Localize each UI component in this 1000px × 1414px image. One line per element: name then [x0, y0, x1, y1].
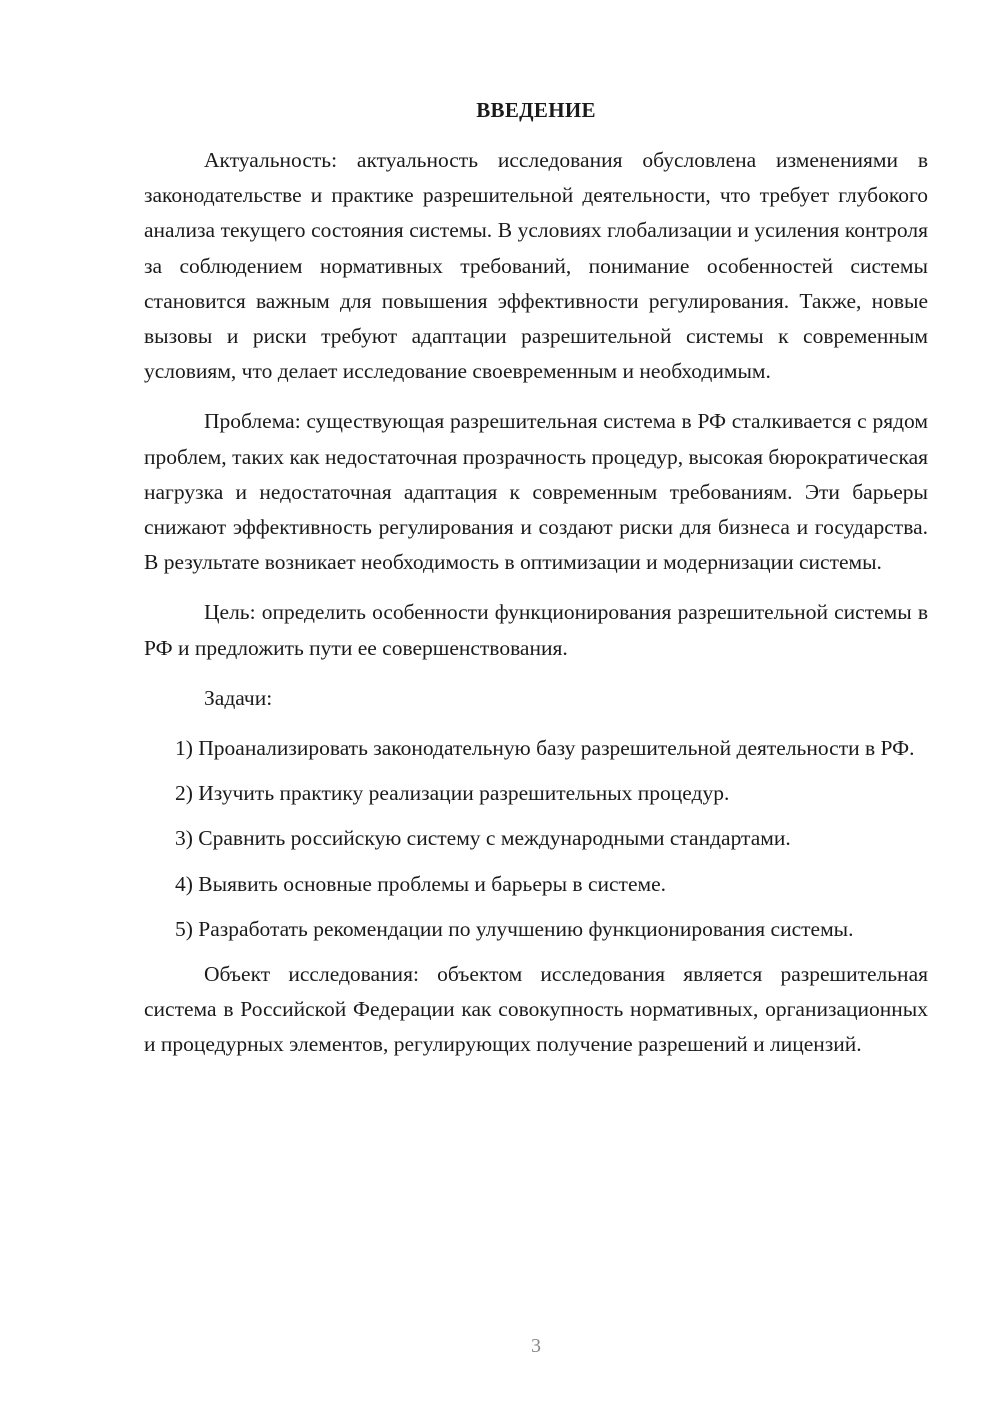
- problem-paragraph: Проблема: существующая разрешительная система в РФ сталкивается с рядом проблем, таких как недостаточная прозрачность процедур, высокая бюрократическая нагрузка и недостаточная адаптация к современным требованиям. Эти барьеры снижают эффективность регулирования и создают риски для бизнеса и государства. В результате возникает необходимость в оптимизации и модернизации системы.: [144, 409, 928, 575]
- relevance-paragraph: Актуальность: актуальность исследования обусловлена изменениями в законодательстве и практике разрешительной деятельности, что требует глубокого анализа текущего состояния системы. В условиях глобализации и усиления контроля за соблюдением нормативных требований, понимание особенностей системы становится важным для повышения эффективности регулирования. Также, новые вызовы и риски требуют адаптации разрешительной системы к современным условиям, что делает исследование своевременным и необходимым.: [144, 148, 928, 384]
- goal-paragraph: Цель: определить особенности функционирования разрешительной системы в РФ и предложить пути ее совершенствования.: [144, 600, 928, 660]
- object-paragraph: Объект исследования: объектом исследования является разрешительная система в Российской Федерации как совокупность нормативных, организационных и процедурных элементов, регулирующих получение разрешений и лицензий.: [144, 962, 928, 1057]
- page-number: 3: [531, 1335, 541, 1357]
- task-item-5: 5) Разработать рекомендации по улучшению функционирования системы.: [175, 916, 854, 941]
- task-item-2: 2) Изучить практику реализации разрешительных процедур.: [175, 781, 730, 806]
- task-item-4: 4) Выявить основные проблемы и барьеры в системе.: [175, 871, 667, 896]
- page-title: ВВЕДЕНИЕ: [476, 98, 596, 122]
- document-body: [144, 143, 928, 1078]
- task-item-3: 3) Сравнить российскую систему с международными стандартами.: [175, 826, 791, 851]
- task-item-1: 1) Проанализировать законодательную базу разрешительной деятельности в РФ.: [175, 736, 915, 761]
- tasks-heading: Задачи:: [204, 685, 273, 710]
